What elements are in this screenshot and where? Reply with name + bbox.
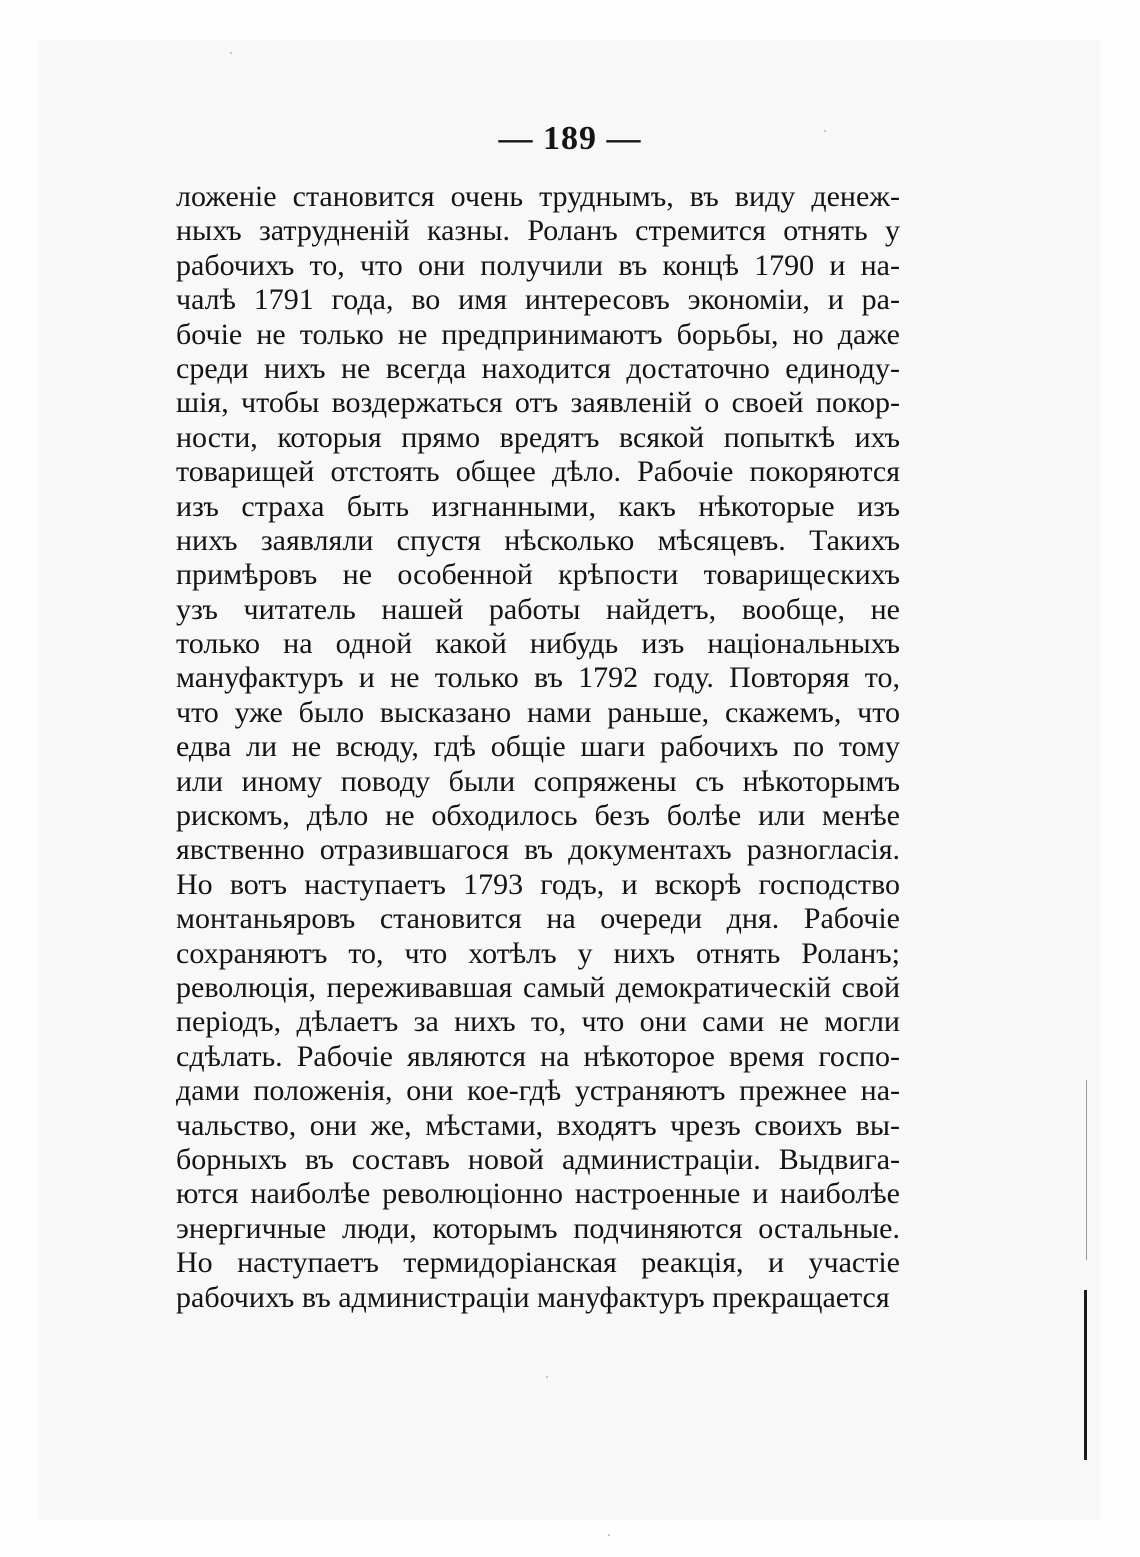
text-line: что уже было высказано нами раньше, скажемъ, что xyxy=(176,695,900,729)
text-line: рабочихъ въ администраціи мануфактуръ прекращается xyxy=(176,1280,890,1314)
text-line: едва ли не всюду, гдѣ общіе шаги рабочихъ по тому xyxy=(176,730,900,764)
text-line: только на одной какой нибудь изъ національныхъ xyxy=(176,627,900,661)
scan-speck xyxy=(608,1534,610,1536)
page-edge-mark xyxy=(1084,1290,1087,1460)
page-number: — 189 — xyxy=(498,120,642,157)
text-line: узъ читатель нашей работы найдетъ, вообще, не xyxy=(176,592,900,626)
scan-speck xyxy=(546,1376,548,1378)
text-line: борныхъ въ составъ новой администраціи. Выдвига- xyxy=(176,1142,900,1176)
text-line: или иному поводу были сопряжены съ нѣкоторымъ xyxy=(176,764,900,798)
text-line: ности, которыя прямо вредятъ всякой попыткѣ ихъ xyxy=(176,420,900,454)
text-line: ныхъ затрудненій казны. Роланъ стремится отнять у xyxy=(176,214,900,248)
text-line: среди нихъ не всегда находится достаточно единоду- xyxy=(176,351,900,385)
text-line: Но наступаетъ термидоріанская реакція, и участіе xyxy=(176,1246,900,1280)
body-text xyxy=(176,180,900,1315)
text-line: рискомъ, дѣло не обходилось безъ болѣе или менѣе xyxy=(176,799,900,833)
text-line: монтаньяровъ становится на очереди дня. Рабочіе xyxy=(176,902,900,936)
text-line: ются наиболѣе революціонно настроенные и наиболѣе xyxy=(176,1177,900,1211)
text-line: сдѣлать. Рабочіе являются на нѣкоторое время госпо- xyxy=(176,1039,900,1073)
text-line: бочіе не только не предпринимаютъ борьбы, но даже xyxy=(176,317,900,351)
text-line: примѣровъ не особенной крѣпости товарищескихъ xyxy=(176,558,900,592)
text-line: шія, чтобы воздержаться отъ заявленій о своей покор- xyxy=(176,386,900,420)
text-line: періодъ, дѣлаетъ за нихъ то, что они сами не могли xyxy=(176,1005,900,1039)
text-line: энергичные люди, которымъ подчиняются остальные. xyxy=(176,1211,900,1245)
text-line: товарищей отстоять общее дѣло. Рабочіе покоряются xyxy=(176,455,900,489)
scan-speck xyxy=(230,52,232,54)
text-line: ложеніе становится очень труднымъ, въ виду денеж- xyxy=(176,180,900,213)
text-line: чальство, они же, мѣстами, входятъ чрезъ своихъ вы- xyxy=(176,1108,900,1142)
scan-speck xyxy=(824,130,826,132)
text-line: сохраняютъ то, что хотѣлъ у нихъ отнять Роланъ; xyxy=(176,936,900,970)
page-edge-shadow xyxy=(1086,1080,1087,1260)
text-line: революція, переживавшая самый демократическій свой xyxy=(176,970,900,1004)
text-line: явственно отразившагося въ документахъ разногласія. xyxy=(176,833,900,867)
text-line: нихъ заявляли спустя нѣсколько мѣсяцевъ. Такихъ xyxy=(176,523,900,557)
text-line: мануфактуръ и не только въ 1792 году. Повторяя то, xyxy=(176,661,900,695)
text-line: изъ страха быть изгнанными, какъ нѣкоторые изъ xyxy=(176,489,900,523)
text-line: рабочихъ то, что они получили въ концѣ 1790 и на- xyxy=(176,248,900,282)
text-line: Но вотъ наступаетъ 1793 годъ, и вскорѣ господство xyxy=(176,867,900,901)
text-line: чалѣ 1791 года, во имя интересовъ экономіи, и ра- xyxy=(176,283,900,317)
text-line: дами положенія, они кое-гдѣ устраняютъ прежнее на- xyxy=(176,1074,900,1108)
